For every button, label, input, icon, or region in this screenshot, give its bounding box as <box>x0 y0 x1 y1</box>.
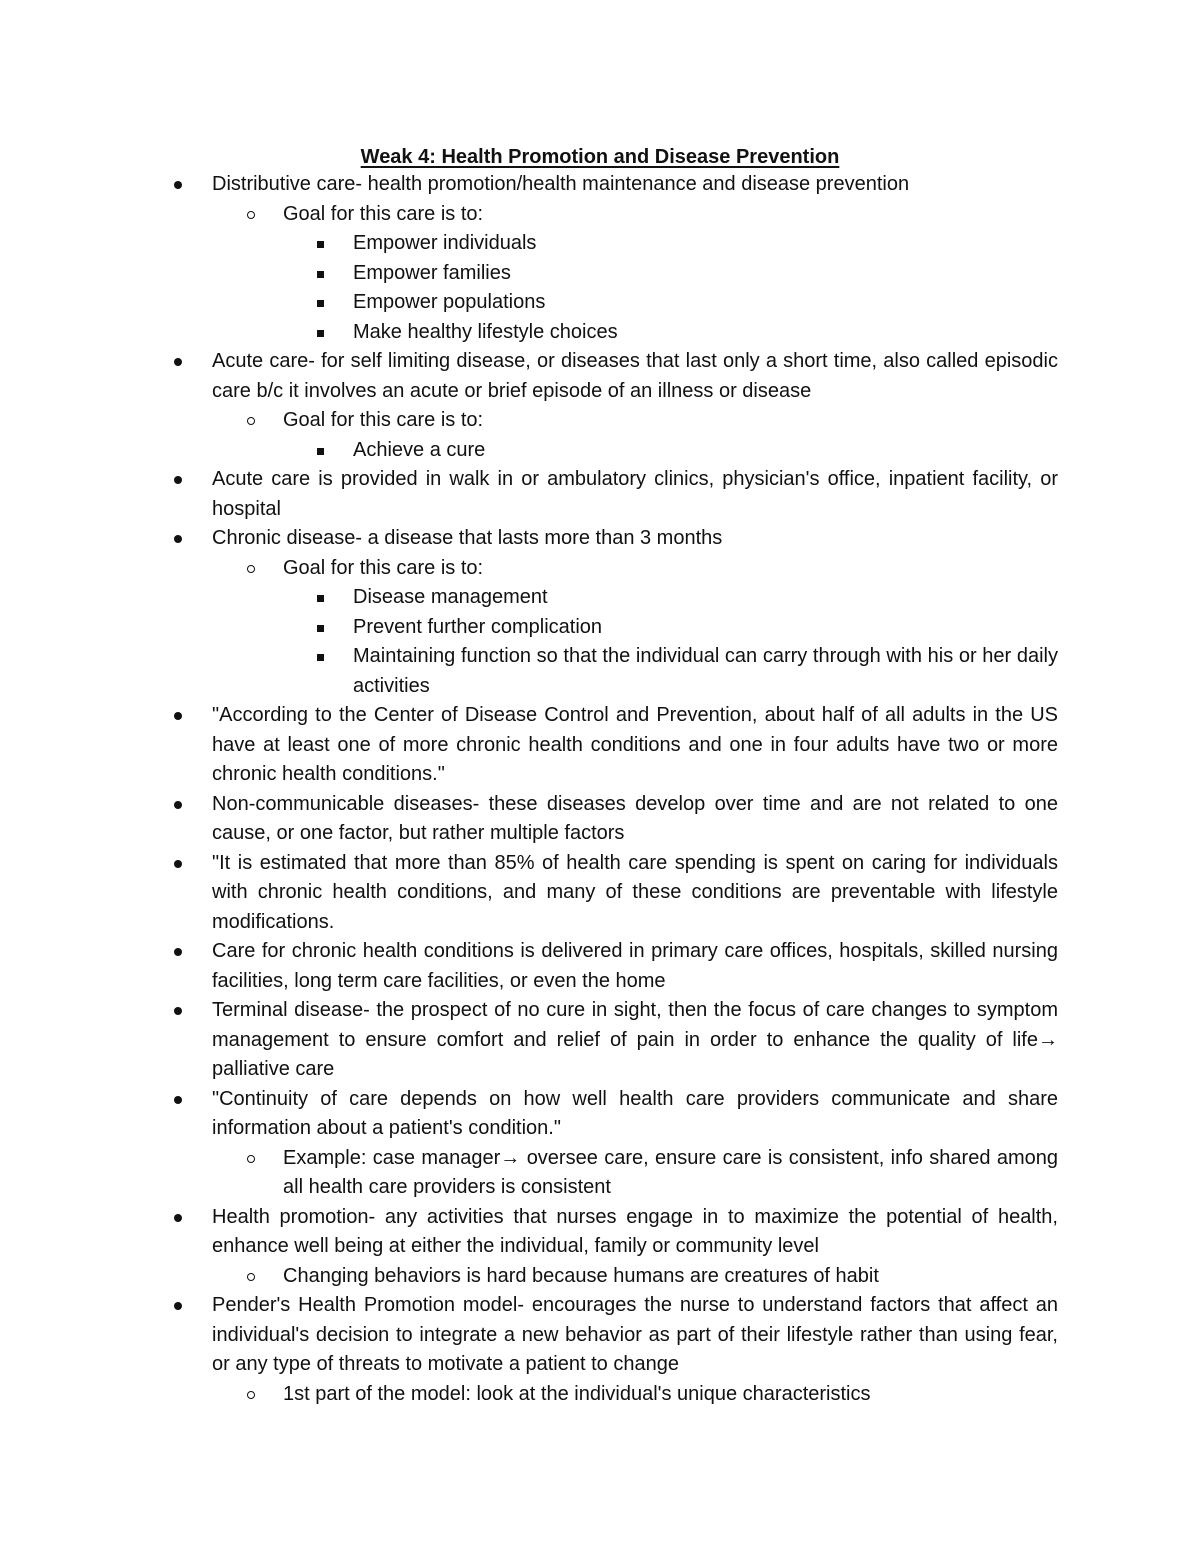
list-item <box>283 406 1058 436</box>
bullet-icon <box>317 625 324 632</box>
bullet-icon <box>174 1096 182 1104</box>
bullet-icon <box>174 801 182 809</box>
list-item-text: Empower populations <box>353 291 546 313</box>
list-item-text: Changing behaviors is hard because humans are creatures of habit <box>283 1264 879 1287</box>
list-item-text: Disease management <box>353 586 548 608</box>
bullet-icon <box>247 1391 255 1399</box>
list-item-text: Example: case manager→ oversee care, ensure care is consistent, info shared among all health care providers is consistent <box>283 1146 1058 1198</box>
list-item <box>283 1380 1058 1410</box>
bullet-icon <box>247 211 255 219</box>
bullet-icon <box>174 948 182 956</box>
document-title: Weak 4: Health Promotion and Disease Prevention <box>360 146 840 168</box>
bullet-list <box>0 170 1200 1409</box>
list-item-text: "Continuity of care depends on how well health care providers communicate and share information about a patient's condition." <box>212 1087 1058 1139</box>
list-item-text: Care for chronic health conditions is delivered in primary care offices, hospitals, skilled nursing facilities, long term care facilities, or even the home <box>212 940 1058 992</box>
list-item-text: Make healthy lifestyle choices <box>353 320 618 343</box>
list-item-text: Goal for this care is to: <box>283 556 484 579</box>
bullet-icon <box>174 712 182 720</box>
bullet-icon <box>317 654 324 661</box>
bullet-icon <box>174 1007 182 1015</box>
bullet-icon <box>247 1155 255 1163</box>
list-item <box>212 790 1058 849</box>
bullet-icon <box>174 476 182 484</box>
list-item-text: Acute care is provided in walk in or ambulatory clinics, physician's office, inpatient facility, or hospital <box>212 468 1058 520</box>
list-item-text: Non-communicable diseases- these diseases develop over time and are not related to one cause, or one factor, but rather multiple factors <box>212 792 1058 844</box>
list-item <box>283 1262 1058 1292</box>
list-item-text: Goal for this care is to: <box>283 409 484 431</box>
list-item <box>212 347 1058 406</box>
list-item <box>283 554 1058 584</box>
list-item <box>353 642 1058 701</box>
bullet-icon <box>247 1273 255 1281</box>
bullet-icon <box>247 565 255 573</box>
list-item <box>353 288 1058 318</box>
list-item <box>212 465 1058 524</box>
bullet-icon <box>174 1302 182 1310</box>
list-item <box>212 1085 1058 1144</box>
list-item <box>353 613 1058 643</box>
list-item-text: Goal for this care is to: <box>283 202 484 225</box>
list-item-text: "It is estimated that more than 85% of health care spending is spent on caring for individuals with chronic health conditions, and many of these conditions are preventable with lifestyle modifications. <box>212 851 1058 933</box>
list-item-text: Health promotion- any activities that nurses engage in to maximize the potential of health, enhance well being at either the individual, family or community level <box>212 1205 1058 1257</box>
list-item <box>212 1291 1058 1380</box>
bullet-icon <box>317 300 324 307</box>
bullet-icon <box>174 535 182 543</box>
bullet-icon <box>317 330 324 337</box>
list-item <box>212 170 1058 200</box>
list-item <box>212 524 1058 554</box>
bullet-icon <box>317 595 324 602</box>
list-item-text: Distributive care- health promotion/health maintenance and disease prevention <box>212 173 910 195</box>
bullet-icon <box>317 241 324 248</box>
bullet-icon <box>317 448 324 455</box>
list-item <box>353 436 1058 466</box>
list-item <box>212 701 1058 790</box>
list-item-text: 1st part of the model: look at the individual's unique characteristics <box>283 1382 871 1405</box>
list-item <box>353 229 1058 259</box>
bullet-icon <box>174 1214 182 1222</box>
list-item-text: Prevent further complication <box>353 615 603 638</box>
list-item <box>353 259 1058 289</box>
list-item-text: Empower individuals <box>353 232 537 254</box>
list-item <box>283 1144 1058 1203</box>
list-item <box>212 1203 1058 1262</box>
list-item <box>283 200 1058 230</box>
bullet-icon <box>174 358 182 366</box>
list-item-text: Empower families <box>353 261 511 284</box>
list-item-text: Pender's Health Promotion model- encourages the nurse to understand factors that affect an individual's decision to integrate a new behavior as part of their lifestyle rather than using fear, or any type of threats to motivate a patient to change <box>212 1294 1058 1375</box>
list-item-text: Maintaining function so that the individual can carry through with his or her daily activities <box>353 645 1058 697</box>
list-item <box>212 996 1058 1085</box>
list-item-text: Chronic disease- a disease that lasts more than 3 months <box>212 527 723 549</box>
bullet-icon <box>247 417 255 425</box>
bullet-icon <box>174 860 182 868</box>
list-item <box>212 937 1058 996</box>
list-item-text: Acute care- for self limiting disease, or diseases that last only a short time, also called episodic care b/c it involves an acute or brief episode of an illness or disease <box>212 350 1058 402</box>
list-item <box>353 318 1058 348</box>
bullet-icon <box>317 271 324 278</box>
list-item <box>353 583 1058 613</box>
bullet-icon <box>174 181 182 189</box>
list-item-text: Terminal disease- the prospect of no cure in sight, then the focus of care changes to symptom management to ensure comfort and relief of pain in order to enhance the quality of life→ palliative care <box>212 999 1058 1080</box>
list-item <box>212 849 1058 938</box>
list-item-text: "According to the Center of Disease Control and Prevention, about half of all adults in the US have at least one of more chronic health conditions and one in four adults have two or more chronic health conditions." <box>212 704 1058 785</box>
list-item-text: Achieve a cure <box>353 438 486 461</box>
